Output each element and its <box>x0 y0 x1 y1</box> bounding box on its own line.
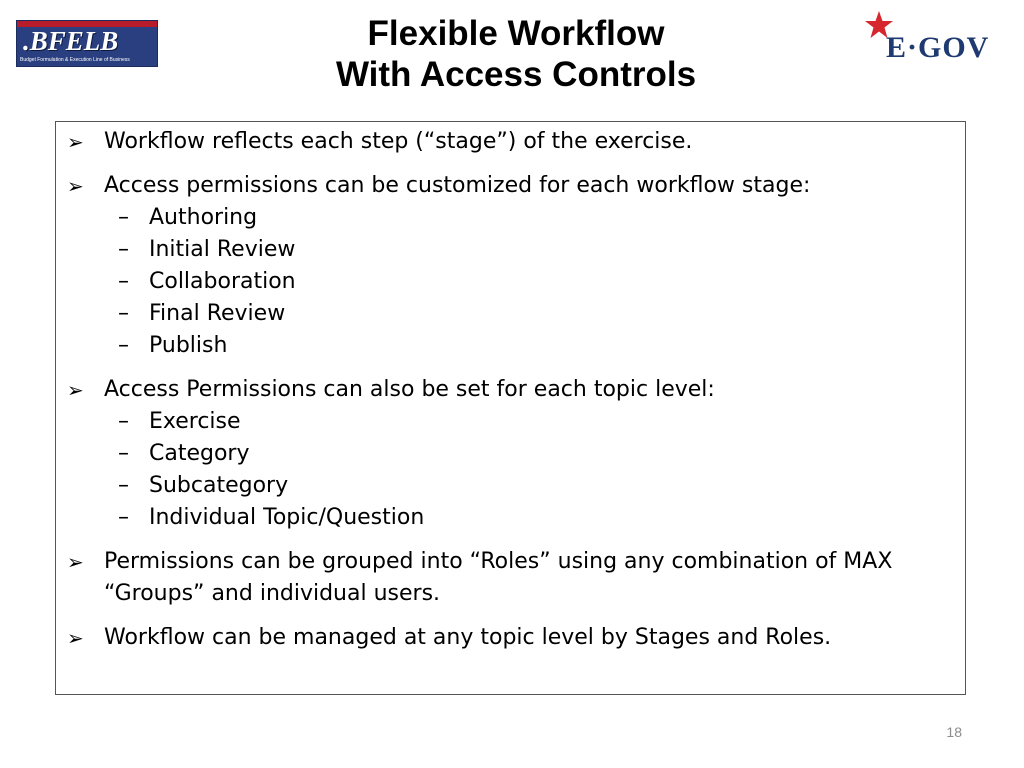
bfelb-logo-subtitle: Budget Formulation & Execution Line of Business <box>20 57 130 63</box>
arrow-bullet-icon: ➢ <box>67 626 84 650</box>
sub-item-text: Collaboration <box>149 269 296 294</box>
sub-item-text: Category <box>149 441 250 466</box>
sub-list <box>67 406 947 534</box>
sub-item <box>67 202 947 234</box>
page-number: 18 <box>946 724 962 740</box>
sub-item-text: Initial Review <box>149 237 296 262</box>
sub-item <box>67 406 947 438</box>
sub-list <box>67 202 947 362</box>
dash-icon: – <box>118 505 129 530</box>
dash-icon: – <box>118 441 129 466</box>
bullet-text: Permissions can be grouped into “Roles” using any combination of MAX “Groups” and individual users. <box>104 549 893 606</box>
sub-item-text: Authoring <box>149 205 258 230</box>
sub-item <box>67 438 947 470</box>
arrow-bullet-icon: ➢ <box>67 174 84 198</box>
dash-icon: – <box>118 333 129 358</box>
bullet-item <box>67 546 947 610</box>
bullet-item <box>67 374 947 406</box>
bullet-text: Workflow can be managed at any topic level by Stages and Roles. <box>104 625 832 650</box>
dash-icon: – <box>118 269 129 294</box>
bfelb-logo-text: .BFELB <box>23 26 119 56</box>
sub-item <box>67 234 947 266</box>
sub-item-text: Exercise <box>149 409 241 434</box>
slide-title <box>250 13 782 95</box>
bullet-item <box>67 622 947 654</box>
sub-item <box>67 330 947 362</box>
arrow-bullet-icon: ➢ <box>67 130 84 154</box>
arrow-bullet-icon: ➢ <box>67 550 84 574</box>
dash-icon: – <box>118 409 129 434</box>
bullet-text: Workflow reflects each step (“stage”) of the exercise. <box>104 129 693 154</box>
dash-icon: – <box>118 205 129 230</box>
sub-item <box>67 502 947 534</box>
arrow-bullet-icon: ➢ <box>67 378 84 402</box>
sub-item-text: Final Review <box>149 301 286 326</box>
title-line-1: Flexible Workflow <box>367 14 665 53</box>
dash-icon: – <box>118 301 129 326</box>
sub-item-text: Publish <box>149 333 228 358</box>
sub-item <box>67 298 947 330</box>
dash-icon: – <box>118 473 129 498</box>
egov-logo <box>864 10 994 66</box>
bullet-list <box>67 126 947 654</box>
title-line-2: With Access Controls <box>335 55 697 94</box>
dash-icon: – <box>118 237 129 262</box>
bullet-text: Access Permissions can also be set for each topic level: <box>104 377 715 402</box>
egov-logo-text: E·GOV <box>886 31 990 64</box>
sub-item <box>67 266 947 298</box>
bullet-item <box>67 126 947 158</box>
bfelb-logo <box>16 20 158 67</box>
sub-item <box>67 470 947 502</box>
sub-item-text: Individual Topic/Question <box>149 505 425 530</box>
sub-item-text: Subcategory <box>149 473 289 498</box>
bullet-text: Access permissions can be customized for each workflow stage: <box>104 173 811 198</box>
bullet-item <box>67 170 947 202</box>
